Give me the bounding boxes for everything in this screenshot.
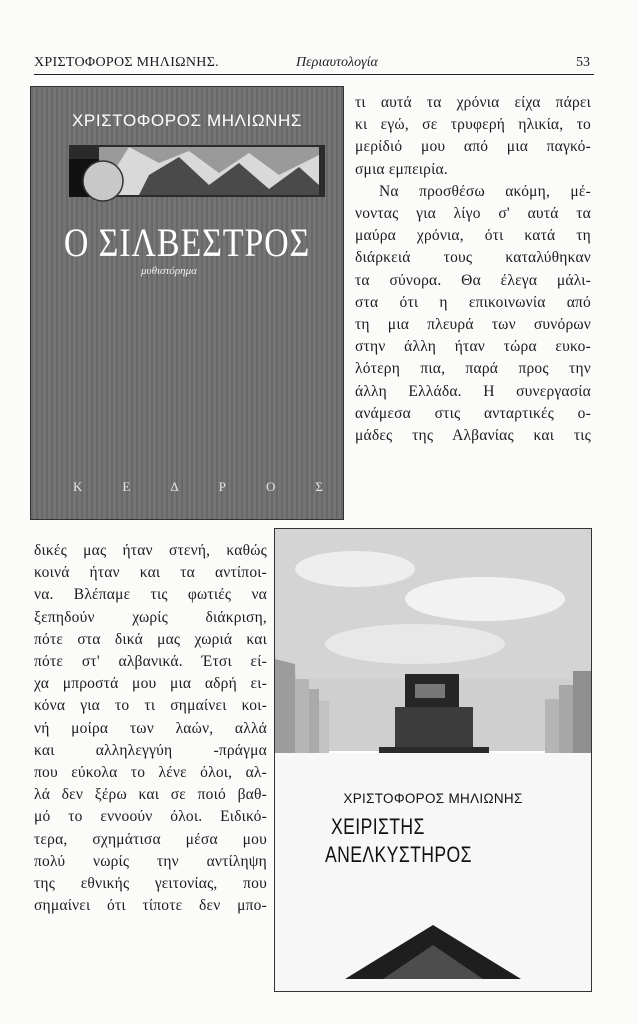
publisher-letter: Ρ	[218, 479, 226, 494]
running-header	[34, 52, 594, 75]
text-line: νοντας για λίγο σ' αυτά τα	[355, 205, 591, 223]
cover-illustration	[275, 529, 591, 991]
text-line: χα μπροστά μου μια αδρή ει-	[34, 675, 267, 693]
text-line: σημαίνει ότι τίποτε δεν μπο-	[34, 897, 267, 915]
text-line: της εθνικής γειτονίας, που	[34, 875, 267, 893]
cover-author: ΧΡΙΣΤΟΦΟΡΟΣ ΜΗΛΙΩΝΗΣ	[71, 111, 303, 130]
text-line: νή μοίρα των λαών, αλλά	[34, 719, 267, 737]
publisher-letter: Κ	[73, 479, 83, 494]
text-line: διάρκειά τους καταλύθηκαν	[355, 249, 591, 267]
text-column-bottom	[34, 540, 267, 917]
text-line: μάδες της Αλβανίας και τις	[355, 427, 591, 445]
book-cover-silvestros	[30, 86, 344, 520]
text-line: να. Βλέπαμε τις φωτιές να	[34, 586, 267, 604]
publisher-letter: Σ	[315, 479, 323, 494]
text-line: λά δεν ξέρω και σε ποιό βαθ-	[34, 786, 267, 804]
text-line: μαύρα χρόνια, ότι κατά τη	[355, 227, 591, 245]
publisher-letter: Δ	[170, 479, 179, 494]
text-line: πότε στα δικά μας χωριά και	[34, 630, 267, 648]
text-line: τα σύνορα. Θα έλεγα μάλι-	[355, 271, 591, 289]
book-cover-elevator-operator	[274, 528, 592, 992]
cover-title-line2: ΑΝΕΛΚΥΣΤΗΡΟΣ	[325, 842, 472, 867]
cover-subtitle: μυθιστόρημα	[141, 265, 197, 277]
header-author: ΧΡΙΣΤΟΦΟΡΟΣ ΜΗΛΙΩΝΗΣ.	[34, 55, 219, 70]
text-line: πολύ νωρίς την αντίληψη	[34, 852, 267, 870]
text-line: μερίδιό μου από μια παγκό-	[355, 138, 591, 156]
text-line: άλλη Ελλάδα. Η συνεργασία	[355, 382, 591, 400]
text-line: και αλληλεγγύη -πράγμα	[34, 741, 267, 759]
cover-author: ΧΡΙΣΤΟΦΟΡΟΣ ΜΗΛΙΩΝΗΣ	[343, 791, 523, 806]
header-book-title: Περιαυτολογία	[296, 55, 378, 70]
text-line: ξεπηδούν χωρίς διάκριση,	[34, 608, 267, 626]
text-line: σμια εμπειρία.	[355, 160, 448, 178]
cover-publisher	[73, 479, 323, 495]
text-line: κι εγώ, σε τρυφερή ηλικία, το	[355, 116, 591, 134]
text-line: κόνα για το τι σημαίνει κοι-	[34, 697, 267, 715]
text-line: τι αυτά τα χρόνια είχα πάρει	[355, 94, 591, 111]
text-line: στα ότι η επικοινωνία από	[355, 293, 591, 311]
text-line: πότε στ' αλβανικά. Έτσι εί-	[34, 653, 267, 671]
text-line: τερα, σχημάτισα μέσα μου	[34, 830, 267, 848]
text-column-top	[355, 92, 591, 447]
cover-title-line1: ΧΕΙΡΙΣΤΗΣ	[331, 814, 425, 839]
text-line: στην άλλη ήταν τώρα ευκο-	[355, 338, 591, 356]
text-line: ανάμεσα στις ανταρτικές ο-	[355, 404, 591, 422]
text-line: Να προσθέσω ακόμη, μέ-	[379, 182, 591, 200]
text-line: κοινά ήταν και τα αντίποι-	[34, 564, 267, 582]
page-number: 53	[576, 55, 590, 70]
text-line: που εύκολα το λένε όλοι, αλ-	[34, 764, 267, 782]
text-line: λότερη πια, παρά προς την	[355, 360, 591, 378]
publisher-letter: Ε	[122, 479, 131, 494]
text-line: μό το εννοούν όλοι. Ειδικό-	[34, 808, 267, 826]
text-line: τη μια πλευρά των συνόρων	[355, 316, 591, 334]
text-line: δικές μας ήταν στενή, καθώς	[34, 542, 267, 559]
publisher-letter: Ο	[266, 479, 276, 494]
cover-title: Ο ΣΙΛΒΕΣΤΡΟΣ	[63, 220, 311, 265]
